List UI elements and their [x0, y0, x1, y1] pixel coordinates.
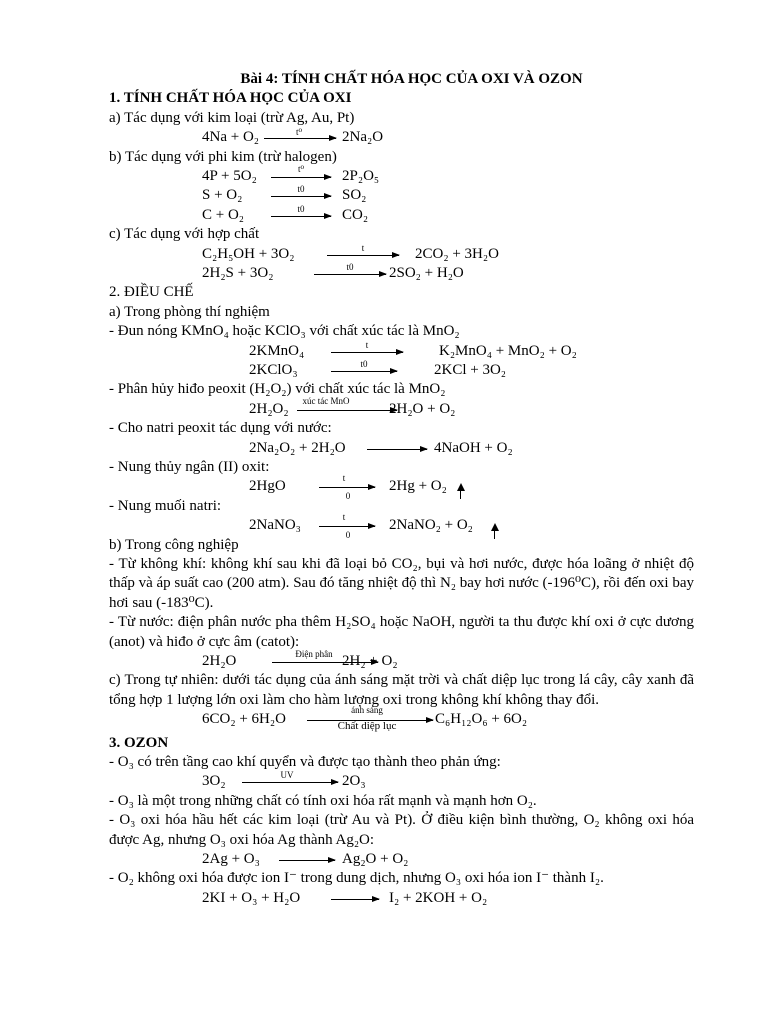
reaction-arrow-icon [319, 526, 375, 527]
equation-left: 2H₂S + 3O₂ [202, 264, 274, 281]
reaction-arrow-icon [331, 899, 379, 900]
equation-condition-below: 0 [345, 530, 351, 541]
paragraph: - Từ nước: điện phân nước pha thêm H₂SO₄ hoặc NaOH, người ta thu được khí oxi ở cực dương (anot) và hiđo ở cực âm (catot): [109, 614, 694, 650]
equation-right: SO₂ [342, 187, 367, 204]
equation-condition: t [342, 473, 346, 484]
equation [109, 889, 694, 908]
equation [109, 473, 694, 502]
text-line: - Đun nóng KMnO₄ hoặc KClO₃ với chất xúc tác là MnO₂ [109, 323, 460, 340]
equation-left: C₂H₅OH + 3O₂ [202, 245, 295, 262]
text-line: a) Trong phòng thí nghiệm [109, 303, 270, 320]
reaction-arrow-icon [319, 487, 375, 488]
equation-right: K₂MnO₄ + MnO₂ + O₂ [439, 342, 577, 359]
equation-condition: t0 [346, 261, 354, 272]
equation [109, 203, 694, 225]
equation [109, 439, 694, 458]
equation [109, 395, 694, 419]
text-line: - Cho natri peoxit tác dụng với nước: [109, 420, 332, 437]
section-heading-1: 1. TÍNH CHẤT HÓA HỌC CỦA OXI [109, 90, 352, 107]
equation [109, 261, 694, 283]
equation-condition: t [342, 512, 346, 523]
equation-condition: Điện phân [295, 649, 333, 659]
equation-right: 2O₃ [342, 773, 366, 790]
equation-right: 2CO₂ + 3H₂O [415, 245, 499, 262]
equation-left: 2KClO₃ [249, 361, 298, 378]
equation [109, 242, 694, 264]
equation-left: 6CO₂ + 6H₂O [202, 711, 286, 728]
text-line: c) Tác dụng với hợp chất [109, 226, 260, 243]
equation-condition: t⁰ [295, 127, 303, 138]
equation [109, 850, 694, 869]
equation-right: 2KCl + 3O₂ [434, 361, 507, 378]
equation [109, 772, 694, 791]
equation [109, 512, 694, 541]
paragraph: - O₃ oxi hóa hầu hết các kim loại (trừ Au và Pt). Ở điều kiện bình thường, O₂ không oxi hóa được Ag, nhưng O₃ oxi hóa Ag thành Ag₂O: [109, 812, 694, 848]
equation-right: 2H₂O + O₂ [389, 400, 456, 417]
equation-condition: xúc tác MnO [302, 395, 350, 406]
reaction-arrow-icon [271, 177, 331, 178]
equation-left: 4Na + O₂ [202, 129, 260, 146]
equation [109, 358, 694, 380]
paragraph: c) Trong tự nhiên: dưới tác dụng của ánh sáng mặt trời và chất diệp lục trong lá cây, cây xanh đã tổng hợp 1 lượng lớn oxi làm cho hàm lượng oxi trong không khí không thay đổi. [109, 672, 694, 708]
equation-right: Ag₂O + O₂ [342, 851, 409, 868]
equation-right: 2Na₂O [342, 129, 384, 146]
text-line: - Phân hủy hiđo peoxit (H₂O₂) với chất xúc tác là MnO₂ [109, 381, 446, 398]
equation-left: 2Na₂O₂ + 2H₂O [249, 439, 346, 456]
text-line: - O₂ không oxi hóa được ion I⁻ trong dung dịch, nhưng O₃ oxi hóa ion I⁻ thành I₂. [109, 870, 604, 887]
equation-right: 2P₂O₅ [342, 168, 380, 185]
equation-left: C + O₂ [202, 206, 245, 223]
equation-condition: t0 [360, 358, 368, 369]
text-line: - Nung thủy ngân (II) oxit: [109, 458, 270, 475]
reaction-arrow-icon [271, 196, 331, 197]
reaction-arrow-icon [331, 352, 403, 353]
equation-right: C₆H₁₂O₆ + 6O₂ [435, 711, 528, 728]
reaction-arrow-icon [331, 371, 397, 372]
reaction-arrow-icon [297, 410, 397, 411]
reaction-arrow-icon [271, 216, 331, 217]
equation-condition: t [361, 242, 365, 253]
equation [109, 705, 694, 733]
equation-condition: t0 [297, 184, 305, 195]
equation-condition-below: Chất diệp lục [337, 720, 397, 733]
equation-condition: t0 [297, 203, 305, 214]
section-heading-2: 2. ĐIỀU CHẾ [109, 284, 194, 301]
equation [109, 649, 694, 671]
text-line: b) Tác dụng với phi kim (trừ halogen) [109, 148, 337, 165]
equation-right: 2Hg + O₂ [389, 478, 447, 495]
equation-right: 2H₂ + O₂ [342, 653, 398, 669]
reaction-arrow-icon [327, 255, 399, 256]
equation-left: 2H₂O₂ [249, 400, 289, 417]
equation [109, 128, 694, 147]
equation-left: 2KMnO₄ [249, 342, 305, 359]
document-body [109, 70, 694, 908]
text-line: b) Trong công nghiệp [109, 536, 239, 553]
reaction-arrow-icon [314, 274, 386, 275]
reaction-arrow-icon [367, 449, 427, 450]
reaction-arrow-icon [264, 138, 336, 139]
equation-left: 2NaNO₃ [249, 517, 301, 534]
equation-condition: t⁰ [297, 164, 305, 175]
equation-left: 2KI + O₃ + H₂O [202, 889, 301, 906]
equation-condition: ánh sáng [351, 705, 383, 716]
text-line: - O₃ có trên tầng cao khí quyển và được tạo thành theo phản ứng: [109, 754, 501, 770]
equation-right: 2SO₂ + H₂O [389, 264, 464, 281]
equation-right: 2NaNO₂ + O₂ [389, 517, 473, 534]
text-line: a) Tác dụng với kim loại (trừ Ag, Au, Pt) [109, 109, 355, 126]
text-line: - Nung muối natri: [109, 497, 222, 514]
section-heading-3: 3. OZON [109, 734, 169, 751]
gas-arrow-icon [460, 485, 461, 499]
equation-left: 3O₂ [202, 773, 226, 790]
reaction-arrow-icon [242, 782, 338, 783]
equation-condition: t [365, 339, 369, 350]
equation-left: 4P + 5O₂ [202, 168, 257, 185]
reaction-arrow-icon [279, 860, 335, 861]
paragraph: - Từ không khí: không khí sau khi đã loại bỏ CO₂, bụi và hơi nước, được hóa loãng ở nhiệt độ thấp và áp suất cao (200 atm). Sau đó tăng nhiệt độ thì N₂ bay hơi nước (-196⁰C), rồi đến oxi bay hơi sau (-183⁰C). [109, 555, 694, 611]
equation [109, 186, 694, 205]
equation-left: 2Ag + O₃ [202, 851, 260, 868]
equation-right: CO₂ [342, 206, 369, 223]
equation [109, 339, 694, 361]
equation-left: S + O₂ [202, 187, 243, 204]
equation [109, 164, 694, 186]
page-title: Bài 4: TÍNH CHẤT HÓA HỌC CỦA OXI VÀ OZON [240, 71, 583, 87]
equation-right: 4NaOH + O₂ [434, 439, 513, 456]
text-line: - O₃ là một trong những chất có tính oxi hóa rất mạnh và mạnh hơn O₂. [109, 792, 537, 809]
gas-arrow-icon [494, 525, 495, 539]
equation-left: 2HgO [249, 478, 286, 495]
equation-left: 2H₂O [202, 653, 237, 669]
equation-condition: UV [280, 770, 294, 781]
equation-condition-below: 0 [345, 491, 351, 502]
equation-right: I₂ + 2KOH + O₂ [389, 889, 488, 906]
